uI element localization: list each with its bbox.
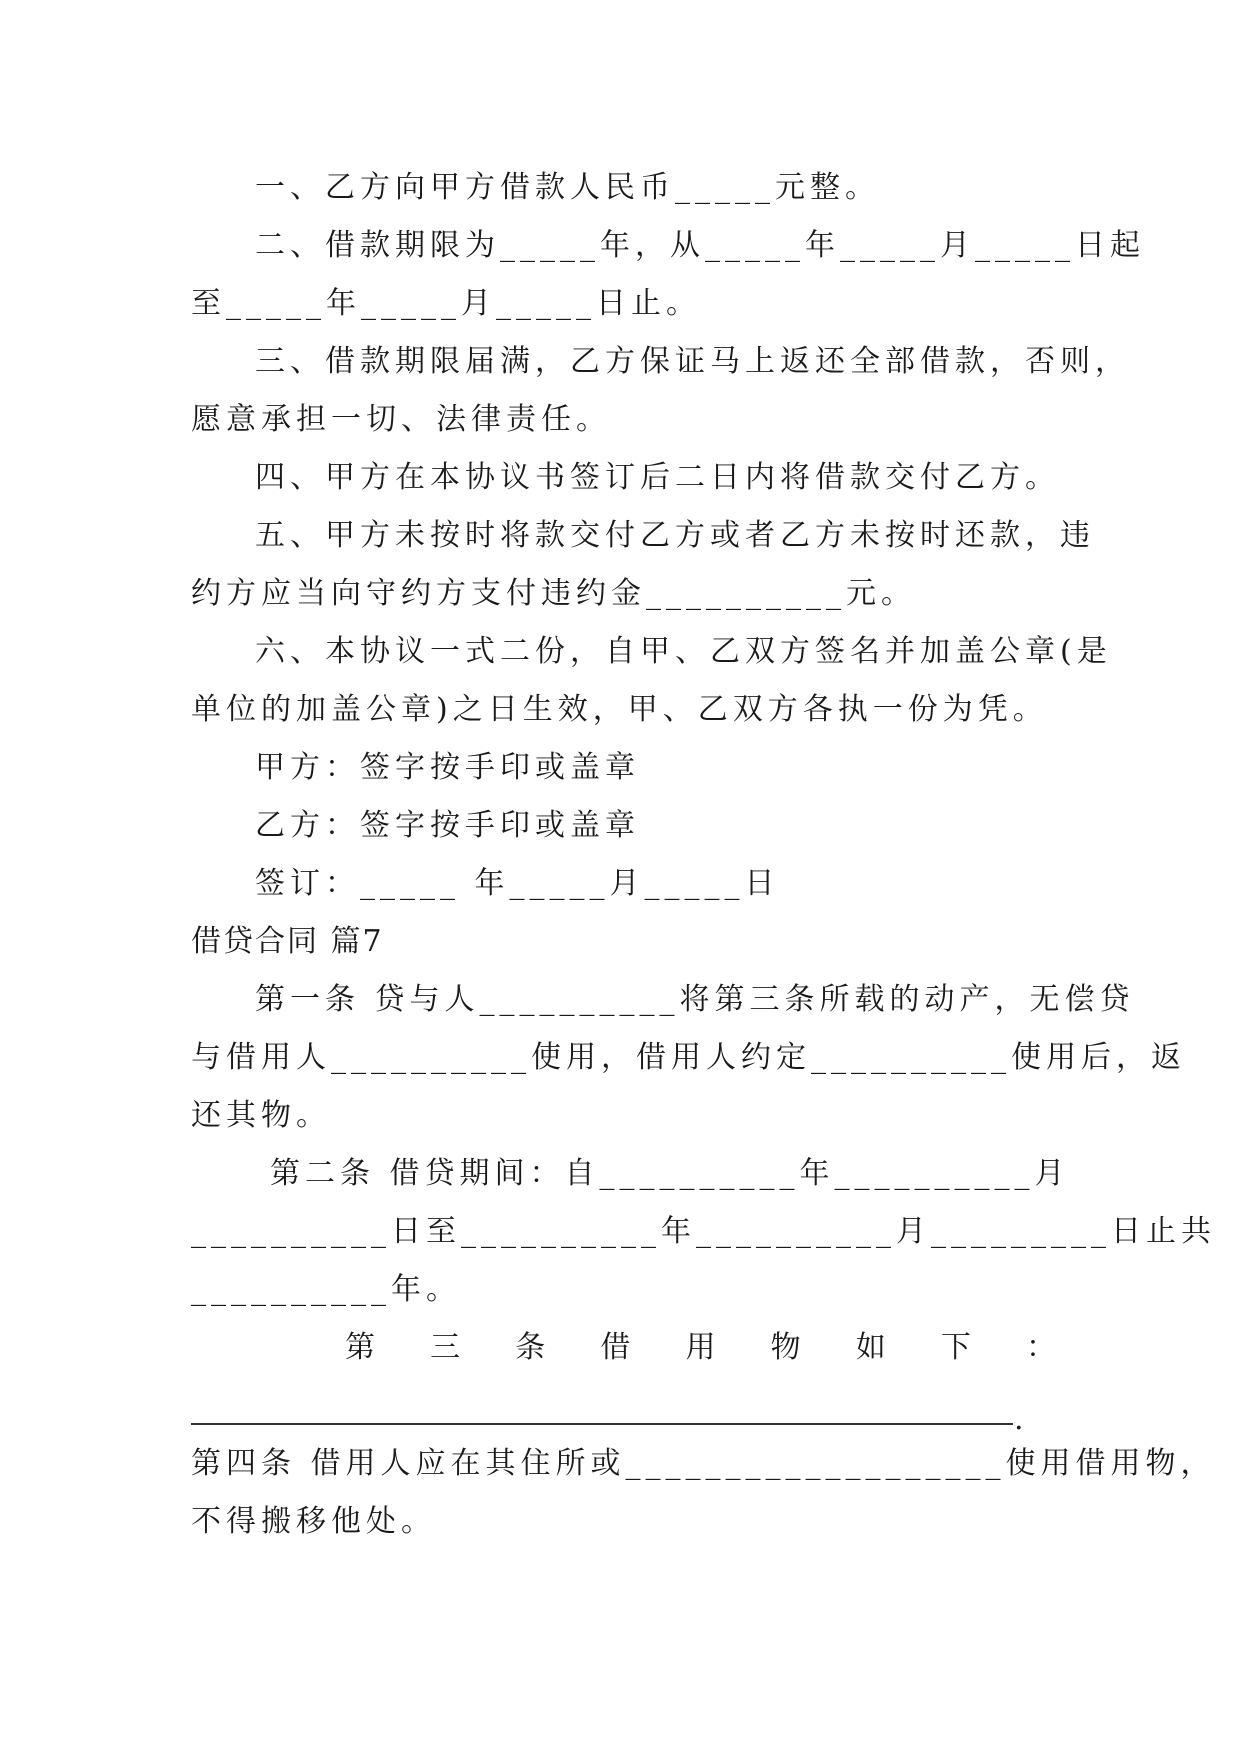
section-title: 借贷合同 篇7 bbox=[191, 924, 384, 959]
signing-date: 签订：_____ 年_____月_____日 bbox=[255, 866, 780, 901]
article-1-line-2: 与借用人__________使用，借用人约定__________使用后，返 bbox=[191, 1040, 1186, 1075]
article-1-line-1: 第一条 贷与人__________将第三条所载的动产，无偿贷 bbox=[255, 982, 1135, 1017]
clause-6-line-2: 单位的加盖公章)之日生效，甲、乙双方各执一份为凭。 bbox=[191, 692, 1048, 727]
clause-5-line-2: 约方应当向守约方支付违约金__________元。 bbox=[191, 576, 916, 611]
article-4-line-1: 第四条 借用人应在其住所或___________________使用借用物， bbox=[191, 1446, 1216, 1481]
clause-2-line-1: 二、借款期限为_____年，从_____年_____月_____日起 bbox=[255, 228, 1145, 263]
clause-5-line-1: 五、甲方未按时将款交付乙方或者乙方未按时还款，违 bbox=[255, 518, 1095, 553]
article-3-blank-line bbox=[191, 1423, 1013, 1425]
clause-2-line-2: 至_____年_____月_____日止。 bbox=[191, 286, 701, 321]
clause-3-line-1: 三、借款期限届满，乙方保证马上返还全部借款，否则， bbox=[255, 344, 1130, 379]
article-3-line-end: . bbox=[1014, 1402, 1024, 1437]
party-b-signature: 乙方：签字按手印或盖章 bbox=[255, 808, 640, 843]
party-a-signature: 甲方：签字按手印或盖章 bbox=[255, 750, 640, 785]
clause-4: 四、甲方在本协议书签订后二日内将借款交付乙方。 bbox=[255, 460, 1060, 495]
clause-3-line-2: 愿意承担一切、法律责任。 bbox=[191, 402, 611, 437]
article-4-line-2: 不得搬移他处。 bbox=[191, 1504, 436, 1539]
article-2-line-3: __________年。 bbox=[191, 1272, 461, 1307]
article-3-heading: 第 三 条 借 用 物 如 下 ： bbox=[345, 1330, 1061, 1365]
article-2-line-1: 第二条 借贷期间：自__________年__________月 bbox=[270, 1156, 1070, 1191]
article-2-line-2: __________日至__________年__________月_________日止共 bbox=[191, 1214, 1216, 1249]
article-1-line-3: 还其物。 bbox=[191, 1098, 331, 1133]
clause-6-line-1: 六、本协议一式二份，自甲、乙双方签名并加盖公章(是 bbox=[255, 634, 1112, 669]
clause-1: 一、乙方向甲方借款人民币_____元整。 bbox=[255, 170, 880, 205]
